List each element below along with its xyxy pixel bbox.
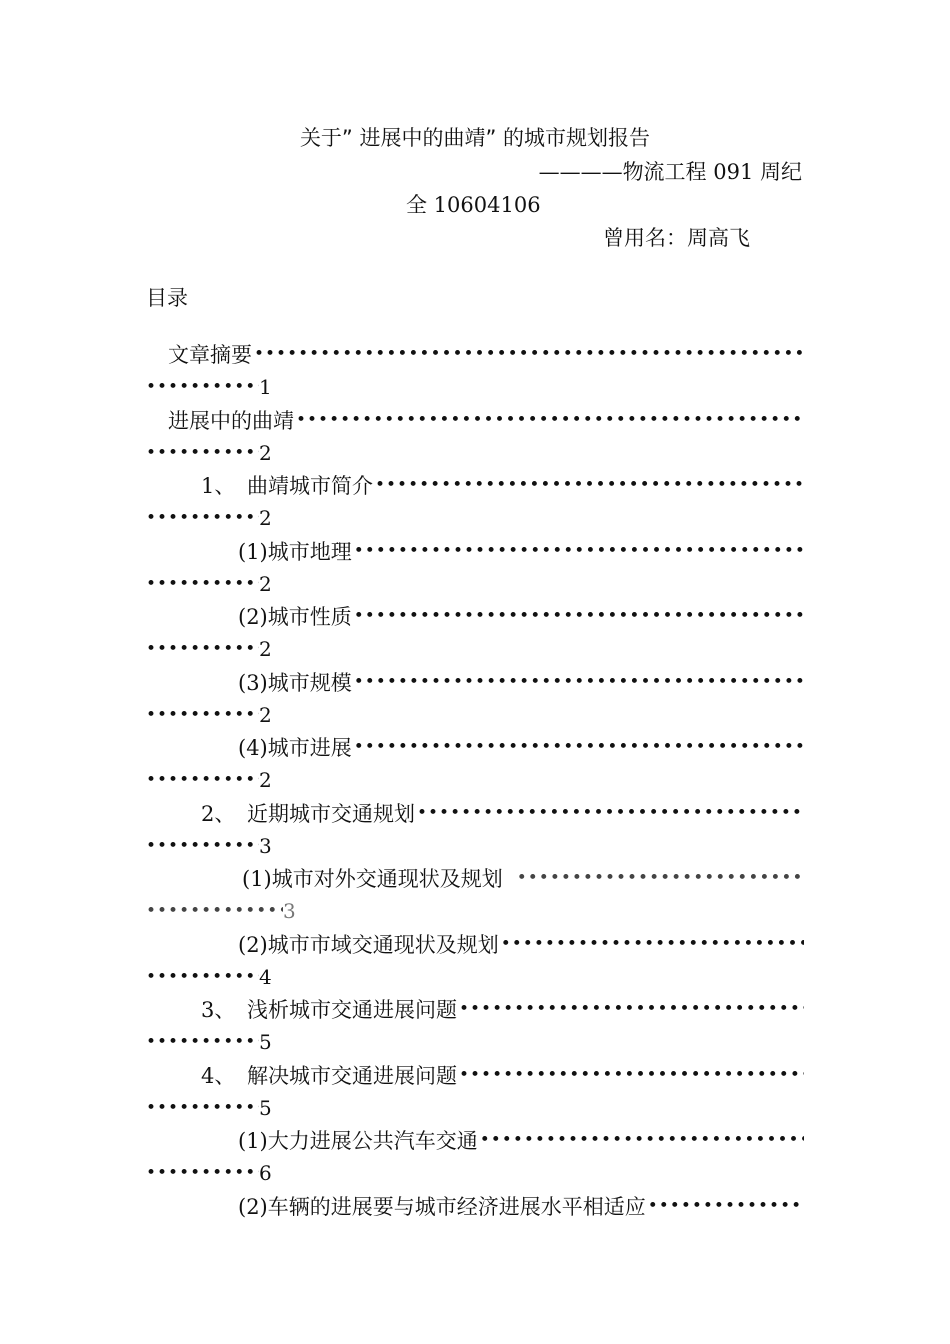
toc-entry <box>146 404 804 470</box>
document-title: 关于” 进展中的曲靖” 的城市规划报告 <box>299 126 651 150</box>
toc-entry <box>146 731 804 797</box>
toc-leader-dots <box>294 404 804 436</box>
toc-page-number: 3 <box>259 833 272 858</box>
toc-entry <box>146 338 804 404</box>
toc-entry-label: (2)城市性质 <box>238 605 352 629</box>
toc-entry-label: (2)城市市域交通现状及规划 <box>238 932 499 957</box>
toc-leader-dots <box>146 901 283 921</box>
toc-entry <box>146 993 804 1059</box>
toc-heading: 目录 <box>146 286 188 310</box>
toc-entry <box>146 469 804 535</box>
author-line-continued: 全 10604106 <box>406 193 541 217</box>
toc-leader-dots <box>352 731 804 763</box>
toc-leader-dots <box>146 443 259 463</box>
toc-entry-label: 1、 曲靖城市简介 <box>201 474 373 498</box>
toc-entry-label: 3、 浅析城市交通进展问题 <box>201 998 457 1022</box>
toc-leader-dots <box>146 639 259 659</box>
toc-leader-dots <box>457 1059 804 1091</box>
former-name-line: 曾用名：周高飞 <box>603 226 750 250</box>
toc-leader-dots <box>373 469 804 501</box>
toc-entry <box>146 666 804 732</box>
author-line: ————物流工程 091 周纪 <box>538 160 802 184</box>
toc-leader-dots <box>146 1098 259 1118</box>
toc-leader-dots <box>146 836 259 856</box>
toc-leader-dots <box>146 1032 259 1052</box>
toc-leader-dots <box>415 797 804 829</box>
table-of-contents <box>146 338 804 1255</box>
toc-page-number: 4 <box>259 964 272 989</box>
toc-entry <box>146 1190 804 1256</box>
toc-page-number: 1 <box>259 375 272 399</box>
toc-entry <box>146 928 804 994</box>
toc-entry-label: (3)城市规模 <box>238 670 352 695</box>
toc-entry <box>146 600 804 666</box>
toc-leader-dots <box>146 377 259 397</box>
toc-leader-dots <box>146 574 259 594</box>
toc-leader-dots <box>252 338 804 370</box>
toc-leader-dots <box>146 508 259 528</box>
toc-page-number: 6 <box>259 1161 272 1185</box>
toc-page-number: 2 <box>259 506 272 530</box>
toc-entry-label: 进展中的曲靖 <box>168 408 294 433</box>
toc-leader-dots <box>352 666 804 698</box>
toc-page-number: 3 <box>283 899 296 923</box>
toc-leader-dots <box>146 770 259 790</box>
toc-page-number: 2 <box>259 440 272 465</box>
toc-entry <box>146 797 804 863</box>
toc-entry-label: (2)车辆的进展要与城市经济进展水平相适应 <box>238 1194 646 1219</box>
toc-page-number: 2 <box>259 571 272 596</box>
toc-entry-label: 2、 近期城市交通规划 <box>201 801 415 826</box>
toc-page-number: 2 <box>259 768 272 792</box>
toc-entry-label: 4、 解决城市交通进展问题 <box>201 1063 457 1088</box>
toc-leader-dots <box>499 928 804 960</box>
toc-entry <box>146 1124 804 1190</box>
toc-leader-dots <box>146 1163 259 1183</box>
toc-entry-label: (4)城市进展 <box>238 736 352 760</box>
toc-leader-dots <box>478 1124 804 1156</box>
toc-leader-dots <box>146 705 259 725</box>
toc-leader-dots <box>457 993 804 1025</box>
toc-entry <box>146 862 804 928</box>
toc-leader-dots <box>352 535 804 567</box>
toc-page-number: 5 <box>259 1030 272 1054</box>
toc-page-number: 2 <box>259 637 272 661</box>
toc-leader-dots <box>352 600 804 632</box>
toc-entry <box>146 1059 804 1125</box>
toc-entry-label: (1)大力进展公共汽车交通 <box>238 1129 478 1153</box>
toc-leader-dots <box>146 967 259 987</box>
toc-entry-label: (1)城市地理 <box>238 539 352 564</box>
toc-leader-dots <box>503 862 804 894</box>
toc-entry-label: 文章摘要 <box>168 343 252 367</box>
toc-page-number: 5 <box>259 1095 272 1120</box>
toc-entry <box>146 535 804 601</box>
toc-leader-dots <box>646 1190 804 1222</box>
toc-page-number: 2 <box>259 702 272 727</box>
toc-entry-label: (1)城市对外交通现状及规划 <box>242 867 503 891</box>
